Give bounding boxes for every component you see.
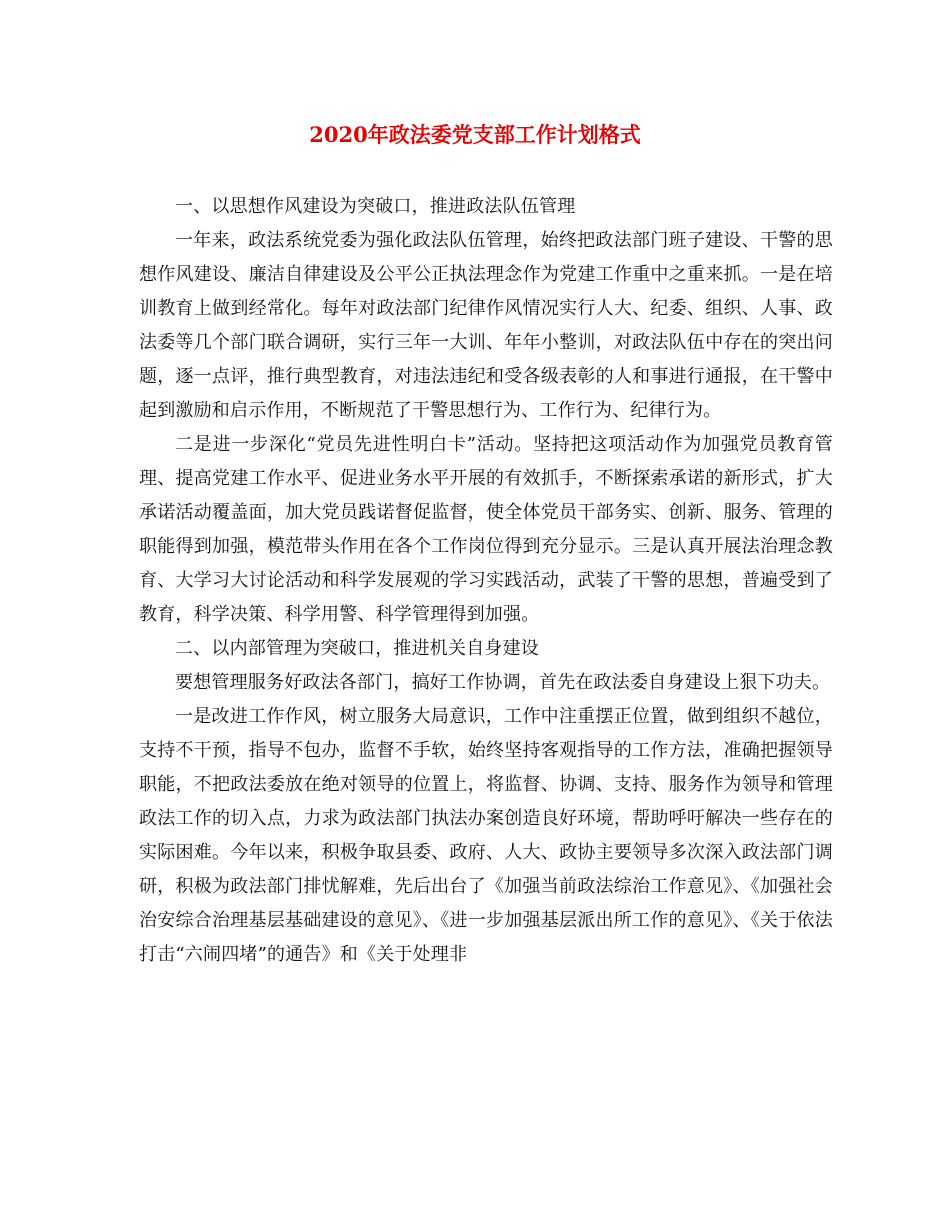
paragraph-4: 一是改进工作作风，树立服务大局意识，工作中注重摆正位置，做到组织不越位，支持不干预，指导不包办，监督不手软，始终坚持客观指导的工作方法，准确把握领导职能，不把政法委放在绝对领导的位置上，将监督、协调、支持、服务作为领导和管理政法工作的切入点，力求为政法部门执法办案创造良好环境，帮助呼吁解决一些存在的实际困难。今年以来，积极争取县委、政府、人大、政协主要领导多次深入政法部门调研，积极为政法部门排忧解难，先后出台了《加强当前政法综治工作意见》、《加强社会治安综合治理基层基础建设的意见》、《进一步加强基层派出所工作的意见》、《关于依法打击“六闹四堵”的通告》和《关于处理非 — [139, 706, 833, 965]
section-heading-2: 二、以内部管理为突破口，推进机关自身建设 — [175, 638, 539, 659]
document-body — [139, 190, 833, 972]
paragraph-2: 二是进一步深化“党员先进性明白卡”活动。坚持把这项活动作为加强党员教育管理、提高党建工作水平、促进业务水平开展的有效抓手，不断探索承诺的新形式，扩大承诺活动覆盖面，加大党员践诺督促监督，使全体党员干部务实、创新、服务、管理的职能得到加强，模范带头作用在各个工作岗位得到充分显示。三是认真开展法治理念教育、大学习大讨论活动和科学发展观的学习实践活动，武装了干警的思想，普遍受到了教育，科学决策、科学用警、科学管理得到加强。 — [139, 434, 833, 625]
paragraph-1: 一年来，政法系统党委为强化政法队伍管理，始终把政法部门班子建设、干警的思想作风建设、廉洁自律建设及公平公正执法理念作为党建工作重中之重来抓。一是在培训教育上做到经常化。每年对政法部门纪律作风情况实行人大、纪委、组织、人事、政法委等几个部门联合调研，实行三年一大训、年年小整训，对政法队伍中存在的突出问题，逐一点评，推行典型教育，对违法违纪和受各级表彰的人和事进行通报，在干警中起到激励和启示作用，不断规范了干警思想行为、工作行为、纪律行为。 — [139, 230, 833, 421]
paragraph-3: 要想管理服务好政法各部门，搞好工作协调，首先在政法委自身建设上狠下功夫。 — [175, 672, 831, 693]
section-heading-1: 一、以思想作风建设为突破口，推进政法队伍管理 — [175, 196, 576, 217]
document-title: 2020年政法委党支部工作计划格式 — [309, 122, 641, 147]
